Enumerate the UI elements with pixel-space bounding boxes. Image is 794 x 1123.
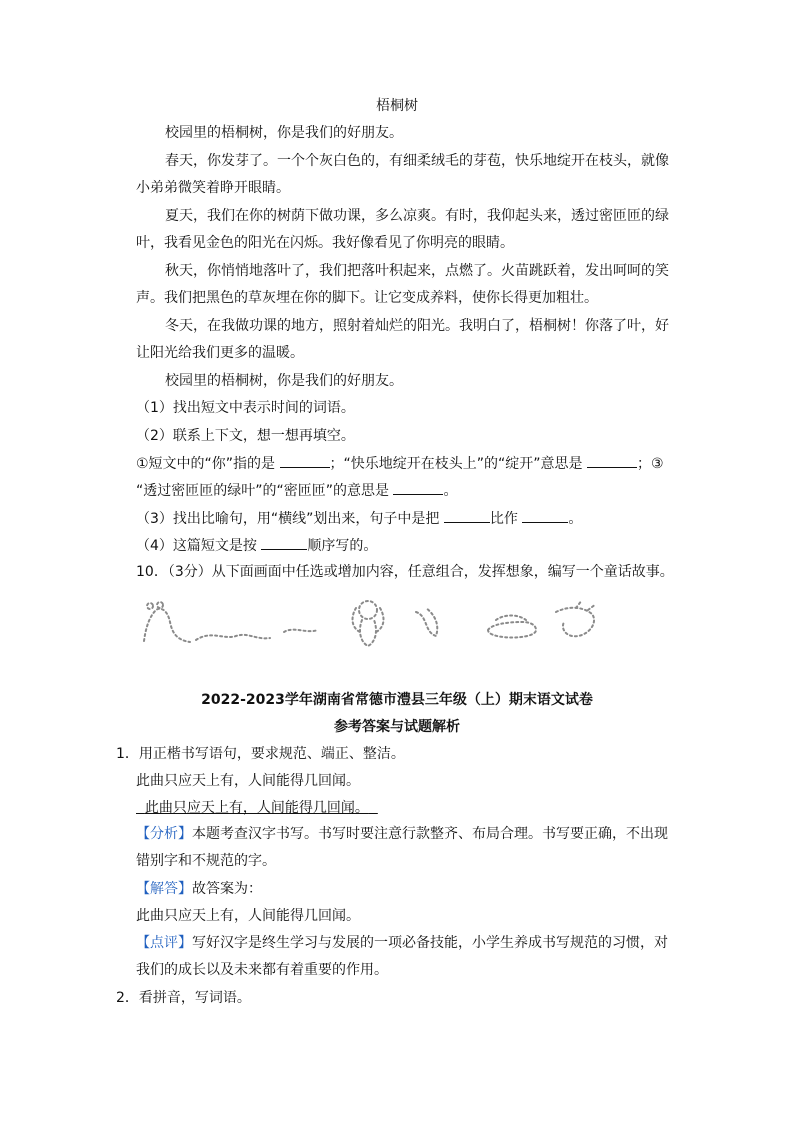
blank-mizaza-meaning[interactable] (393, 480, 443, 495)
underlined-answer (136, 800, 378, 816)
analysis-tag: 【分析】 (136, 826, 192, 842)
answer-subtitle: 参考答案与试题解析 (334, 719, 460, 735)
blank-you-refers[interactable] (280, 453, 330, 468)
blank-metaphor-object[interactable] (522, 508, 568, 523)
winter-line-1: 冬天，在我做功课的地方，照射着灿烂的阳光。我明白了，梧桐树！你落了叶，好 (165, 318, 669, 334)
exam-title: 2022-2023学年湖南省常德市澧县三年级（上）期末语文试卷 (201, 692, 593, 708)
underlined-answer-text: 此曲只应天上有，人间能得几回闻。 (144, 800, 369, 816)
autumn-line-1: 秋天，你悄悄地落叶了，我们把落叶积起来，点燃了。火苗跳跃着，发出呵呵的笑 (165, 263, 669, 279)
question-3 (136, 508, 582, 529)
blank-metaphor-subject[interactable] (444, 508, 490, 523)
q2a-text-1: ①短文中的“你”指的是 (136, 456, 276, 472)
question-10: 10．（3分）从下面画面中任选或增加内容，任意组合，发挥想象，编写一个童话故事。 (136, 564, 674, 580)
passage-opening: 校园里的梧桐树，你是我们的好朋友。 (165, 125, 403, 141)
q2b-text-1: “透过密匝匝的绿叶”的“密匝匝”的意思是 (136, 483, 390, 499)
analysis-text: 本题考查汉字书写。书写时要注意行款整齐、布局合理。书写要正确，不出现 (192, 826, 668, 842)
answer-item-1-text: 此曲只应天上有，人间能得几回闻。 (136, 773, 360, 789)
answer-item-1-title: 1．用正楷书写语句，要求规范、端正、整洁。 (116, 746, 405, 762)
analysis-line-1 (136, 824, 668, 844)
answer-item-2-title: 2．看拼音，写词语。 (116, 990, 251, 1006)
question-2b (136, 480, 457, 501)
solution-tag: 【解答】 (136, 881, 192, 897)
q3-text-3: 。 (568, 511, 583, 527)
q3-text-2: 比作 (489, 511, 518, 527)
comment-text: 写好汉字是终生学习与发展的一项必备技能，小学生养成书写规范的习惯，对 (192, 935, 668, 951)
q2a-text-3: ；③ (636, 456, 664, 472)
analysis-line-2: 错别字和不规范的字。 (136, 853, 276, 869)
q2b-text-2: 。 (443, 483, 458, 499)
spring-line-2: 小弟弟微笑着睁开眼睛。 (136, 180, 290, 196)
solution-line (136, 879, 262, 899)
passage-closing: 校园里的梧桐树，你是我们的好朋友。 (165, 373, 403, 389)
solution-answer: 此曲只应天上有，人间能得几回闻。 (136, 908, 360, 924)
question-2: （2）联系上下文，想一想再填空。 (136, 428, 355, 444)
autumn-line-2: 声。我们把黑色的草灰埋在你的脚下。让它变成养料，使你长得更加粗壮。 (136, 290, 598, 306)
q4-text-2: 顺序写的。 (307, 538, 378, 554)
question-4 (136, 535, 377, 556)
comment-line-2: 我们的成长以及未来都有着重要的作用。 (136, 962, 388, 978)
summer-line-1: 夏天，我们在你的树荫下做功课，多么凉爽。有时，我仰起头来，透过密匝匝的绿 (165, 208, 669, 224)
spring-line-1: 春天，你发芽了。一个个灰白色的，有细柔绒毛的芽苞，快乐地绽开在枝头，就像 (165, 153, 669, 169)
winter-line-2: 让阳光给我们更多的温暖。 (136, 345, 304, 361)
story-pictures-image (136, 596, 610, 650)
blank-order[interactable] (261, 535, 307, 550)
blank-zhankai-meaning[interactable] (587, 453, 637, 468)
answer-item-1-answer (136, 798, 378, 818)
solution-text: 故答案为： (192, 881, 262, 897)
question-1: （1）找出短文中表示时间的词语。 (136, 400, 355, 416)
summer-line-2: 叶，我看见金色的阳光在闪烁。我好像看见了你明亮的眼睛。 (136, 235, 514, 251)
q4-text-1: （4）这篇短文是按 (136, 538, 257, 554)
comment-line-1 (136, 933, 668, 953)
question-2a (136, 453, 664, 474)
q2a-text-2: ；“快乐地绽开在枝头上”的“绽开”意思是 (329, 456, 583, 472)
q3-text-1: （3）找出比喻句，用“横线”划出来，句子中是把 (136, 511, 440, 527)
comment-tag: 【点评】 (136, 935, 192, 951)
passage-title: 梧桐树 (376, 98, 418, 114)
